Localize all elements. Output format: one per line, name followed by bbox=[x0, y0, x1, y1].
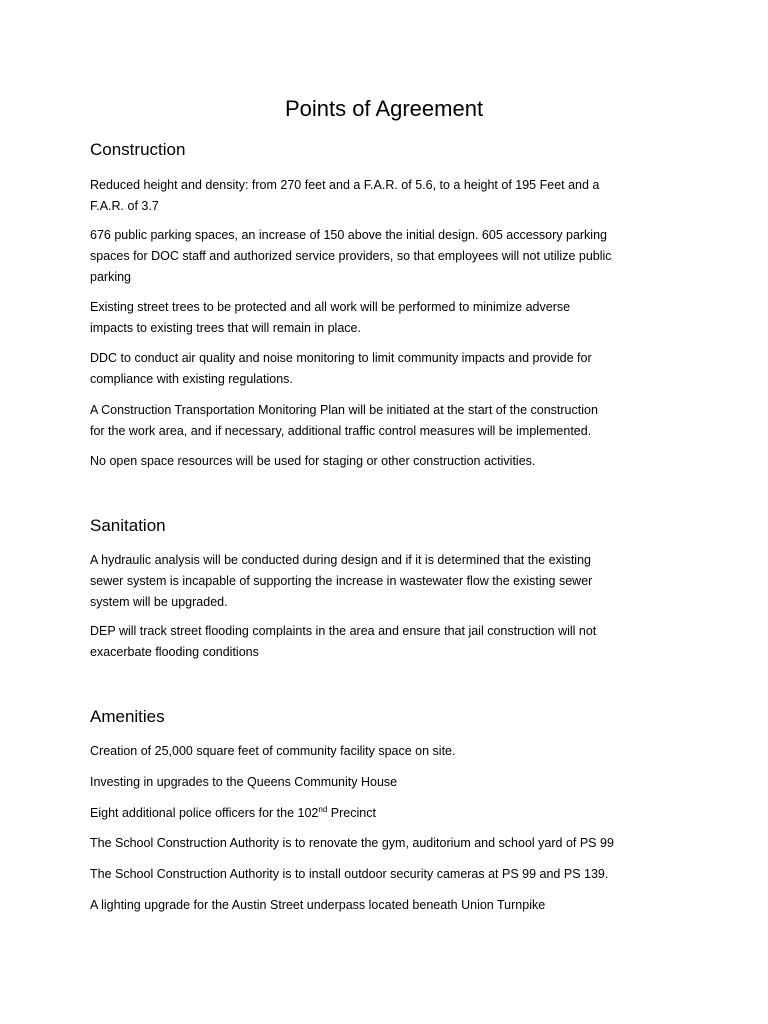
section-heading-construction: Construction bbox=[90, 140, 186, 159]
paragraph: DEP will track street flooding complaints in the area and ensure that jail construction will not exacerbate flooding conditions bbox=[90, 624, 597, 659]
paragraph: Existing street trees to be protected and all work will be performed to minimize adverse impacts to existing trees that will remain in place. bbox=[90, 300, 571, 335]
list-item: Creation of 25,000 square feet of community facility space on site. bbox=[90, 744, 456, 758]
list-item: The School Construction Authority is to install outdoor security cameras at PS 99 and PS 139. bbox=[90, 867, 609, 881]
paragraph: A hydraulic analysis will be conducted during design and if it is determined that the existing sewer system is incapable of supporting the increase in wastewater flow the existing sewer system will be upgraded. bbox=[90, 553, 593, 609]
page-title: Points of Agreement bbox=[284, 96, 484, 121]
police-item-superscript: nd bbox=[318, 804, 328, 814]
paragraph: No open space resources will be used for staging or other construction activities. bbox=[90, 454, 536, 468]
section-heading-sanitation: Sanitation bbox=[90, 516, 166, 535]
paragraph: Reduced height and density: from 270 feet and a F.A.R. of 5.6, to a height of 195 Feet and a F.A.R. of 3.7 bbox=[90, 178, 600, 213]
police-item-text: Eight additional police officers for the 102 bbox=[90, 806, 319, 820]
list-item: The School Construction Authority is to renovate the gym, auditorium and school yard of PS 99 bbox=[90, 836, 614, 850]
list-item: A lighting upgrade for the Austin Street underpass located beneath Union Turnpike bbox=[90, 898, 546, 912]
list-item bbox=[90, 803, 690, 824]
paragraph: 676 public parking spaces, an increase of 150 above the initial design. 605 accessory parking spaces for DOC staff and authorized service providers, so that employees will not utilize public parking bbox=[90, 228, 612, 284]
police-item-text-end: Precinct bbox=[327, 806, 376, 820]
section-heading-amenities: Amenities bbox=[90, 707, 165, 726]
list-item: Investing in upgrades to the Queens Community House bbox=[90, 775, 398, 789]
paragraph: A Construction Transportation Monitoring Plan will be initiated at the start of the construction for the work area, and if necessary, additional traffic control measures will be implemented. bbox=[90, 403, 598, 438]
paragraph: DDC to conduct air quality and noise monitoring to limit community impacts and provide for compliance with existing regulations. bbox=[90, 351, 592, 386]
